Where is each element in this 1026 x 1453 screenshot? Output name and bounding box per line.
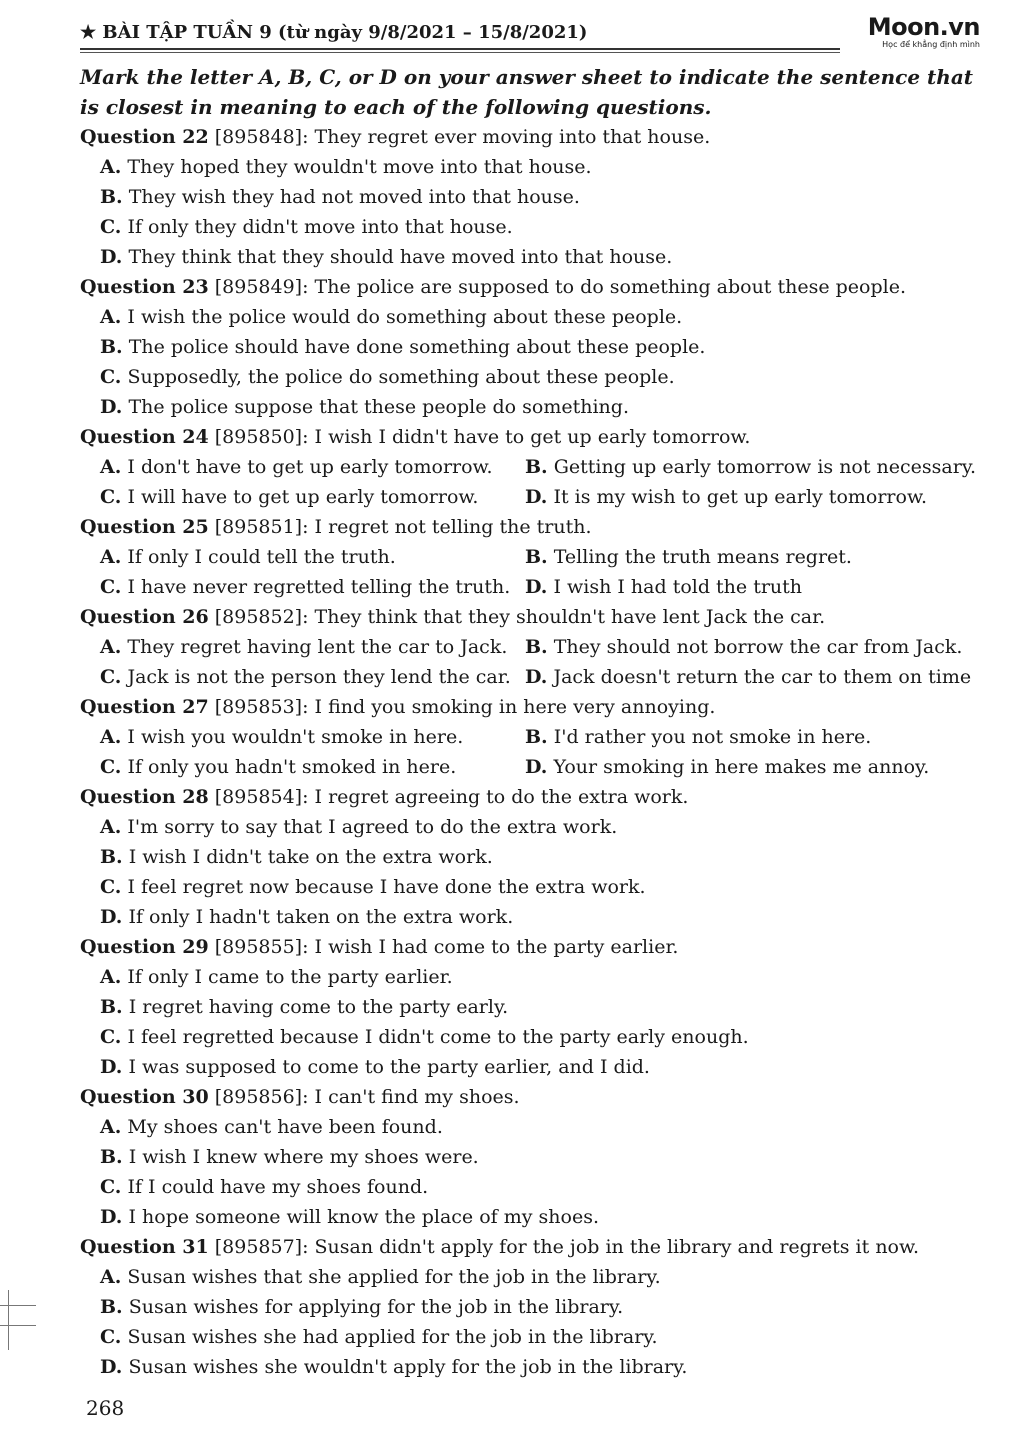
answer-option-c <box>80 1022 995 1052</box>
option-letter: A. <box>100 816 122 838</box>
answer-option-d <box>505 572 802 602</box>
answer-option-a <box>80 722 505 752</box>
option-text: Susan wishes for applying for the job in the library. <box>128 1296 624 1318</box>
option-text: I feel regret now because I have done the extra work. <box>127 876 646 898</box>
answer-option-c <box>80 872 995 902</box>
option-letter: A. <box>100 1116 122 1138</box>
question-stem <box>80 422 995 452</box>
answer-option-a <box>80 1262 995 1292</box>
answer-option-d <box>80 242 995 272</box>
option-letter: A. <box>100 726 122 748</box>
option-text: The police should have done something about these people. <box>128 336 706 358</box>
option-letter: C. <box>100 876 122 898</box>
option-text: I was supposed to come to the party earlier, and I did. <box>128 1056 650 1078</box>
option-text: Supposedly, the police do something about these people. <box>127 366 675 388</box>
question-stem <box>80 1082 995 1112</box>
option-letter: C. <box>100 756 122 778</box>
question-label: Question 23 <box>80 276 209 298</box>
option-text: My shoes can't have been found. <box>127 1116 443 1138</box>
option-row <box>80 722 995 752</box>
option-letter: A. <box>100 306 122 328</box>
question-code: [895848] <box>208 126 303 148</box>
option-letter: B. <box>100 846 123 868</box>
answer-option-a <box>80 812 995 842</box>
option-row <box>80 542 995 572</box>
option-text: I'm sorry to say that I agreed to do the extra work. <box>127 816 618 838</box>
option-text: I wish I knew where my shoes were. <box>128 1146 479 1168</box>
question-stem <box>80 932 995 962</box>
option-text: They regret having lent the car to Jack. <box>127 636 508 658</box>
answer-option-a <box>80 1112 995 1142</box>
option-letter: C. <box>100 216 122 238</box>
question-stem <box>80 512 995 542</box>
brand-tagline: Học để khẳng định mình <box>882 40 980 49</box>
question-text: : The police are supposed to do something about these people. <box>302 276 907 298</box>
answer-option-b <box>80 1142 995 1172</box>
question-stem <box>80 1232 995 1262</box>
option-letter: D. <box>100 246 123 268</box>
answer-option-b <box>505 452 976 482</box>
question-code: [895855] <box>208 936 303 958</box>
answer-option-b <box>80 332 995 362</box>
option-text: The police suppose that these people do something. <box>128 396 629 418</box>
option-letter: A. <box>100 546 122 568</box>
option-text: If only they didn't move into that house. <box>127 216 513 238</box>
option-text: They hoped they wouldn't move into that house. <box>127 156 592 178</box>
option-row <box>80 752 995 782</box>
option-letter: D. <box>525 756 548 778</box>
question-code: [895849] <box>208 276 303 298</box>
option-row <box>80 482 995 512</box>
option-letter: B. <box>525 456 548 478</box>
option-text: Jack is not the person they lend the car. <box>127 666 511 688</box>
option-text: They should not borrow the car from Jack. <box>553 636 963 658</box>
question-text: : They think that they shouldn't have lent Jack the car. <box>302 606 826 628</box>
answer-option-d <box>80 392 995 422</box>
question-code: [895852] <box>208 606 303 628</box>
option-letter: C. <box>100 366 122 388</box>
option-text: Jack doesn't return the car to them on time <box>553 666 972 688</box>
option-letter: B. <box>100 996 123 1018</box>
answer-option-a <box>80 302 995 332</box>
option-text: Telling the truth means regret. <box>553 546 852 568</box>
option-text: If only I hadn't taken on the extra work. <box>128 906 514 928</box>
option-letter: D. <box>100 906 123 928</box>
question-label: Question 30 <box>80 1086 209 1108</box>
question-text: : I wish I had come to the party earlier. <box>302 936 679 958</box>
option-letter: A. <box>100 966 122 988</box>
answer-option-d <box>505 482 927 512</box>
option-text: Susan wishes that she applied for the job in the library. <box>127 1266 661 1288</box>
option-text: I feel regretted because I didn't come to the party early enough. <box>127 1026 749 1048</box>
answer-option-d <box>505 662 971 692</box>
question-code: [895856] <box>208 1086 303 1108</box>
question-code: [895853] <box>208 696 303 718</box>
option-letter: D. <box>100 396 123 418</box>
question-stem <box>80 782 995 812</box>
option-row <box>80 452 995 482</box>
option-letter: C. <box>100 486 122 508</box>
margin-mark <box>0 1305 36 1306</box>
answer-option-c <box>80 1322 995 1352</box>
question-text: : I wish I didn't have to get up early tomorrow. <box>302 426 751 448</box>
option-text: I wish the police would do something about these people. <box>127 306 683 328</box>
option-letter: D. <box>525 576 548 598</box>
answer-option-c <box>80 572 511 602</box>
answer-option-c <box>80 662 511 692</box>
question-text: : I regret agreeing to do the extra work. <box>302 786 689 808</box>
answer-option-d <box>80 1352 995 1382</box>
option-letter: C. <box>100 1026 122 1048</box>
option-letter: B. <box>525 636 548 658</box>
option-text: Your smoking in here makes me annoy. <box>553 756 930 778</box>
answer-option-d <box>505 752 929 782</box>
answer-option-b <box>80 182 995 212</box>
option-letter: B. <box>525 546 548 568</box>
question-stem <box>80 272 995 302</box>
answer-option-d <box>80 902 995 932</box>
answer-option-b <box>80 992 995 1022</box>
option-text: I'd rather you not smoke in here. <box>553 726 872 748</box>
option-letter: A. <box>100 1266 122 1288</box>
option-text: If only I could tell the truth. <box>127 546 396 568</box>
option-text: I don't have to get up early tomorrow. <box>127 456 493 478</box>
answer-option-d <box>80 1052 995 1082</box>
answer-option-a <box>80 542 505 572</box>
question-code: [895857] <box>208 1236 303 1258</box>
answer-option-c <box>80 752 505 782</box>
page-header <box>80 14 980 50</box>
option-letter: B. <box>525 726 548 748</box>
option-letter: B. <box>100 1146 123 1168</box>
option-text: I will have to get up early tomorrow. <box>127 486 479 508</box>
header-rule-thin <box>80 52 840 53</box>
question-label: Question 27 <box>80 696 209 718</box>
option-text: It is my wish to get up early tomorrow. <box>553 486 927 508</box>
option-letter: C. <box>100 1326 122 1348</box>
option-letter: B. <box>100 186 123 208</box>
brand-logo <box>868 14 980 50</box>
option-row <box>80 662 995 692</box>
option-text: If I could have my shoes found. <box>127 1176 429 1198</box>
answer-option-c <box>80 362 995 392</box>
margin-mark <box>0 1325 36 1326</box>
question-text: : They regret ever moving into that house. <box>302 126 711 148</box>
option-row <box>80 572 995 602</box>
answer-option-a <box>80 632 508 662</box>
question-label: Question 29 <box>80 936 209 958</box>
answer-option-c <box>80 482 505 512</box>
question-text: : Susan didn't apply for the job in the library and regrets it now. <box>302 1236 920 1258</box>
option-text: I wish you wouldn't smoke in here. <box>127 726 464 748</box>
question-label: Question 28 <box>80 786 209 808</box>
question-list <box>80 122 995 1382</box>
option-text: I wish I didn't take on the extra work. <box>128 846 493 868</box>
exercise-content <box>80 62 995 1382</box>
question-label: Question 22 <box>80 126 209 148</box>
question-text: : I find you smoking in here very annoying. <box>302 696 716 718</box>
question-stem <box>80 602 995 632</box>
option-letter: D. <box>100 1356 123 1378</box>
option-letter: B. <box>100 1296 123 1318</box>
option-letter: D. <box>100 1206 123 1228</box>
page-number: 268 <box>86 1396 125 1420</box>
option-letter: C. <box>100 666 122 688</box>
option-letter: D. <box>525 486 548 508</box>
header-rule <box>80 48 840 50</box>
option-letter: C. <box>100 576 122 598</box>
question-text: : I regret not telling the truth. <box>302 516 592 538</box>
answer-option-a <box>80 962 995 992</box>
option-text: I wish I had told the truth <box>553 576 803 598</box>
question-stem <box>80 122 995 152</box>
question-stem <box>80 692 995 722</box>
answer-option-a <box>80 152 995 182</box>
answer-option-c <box>80 212 995 242</box>
option-letter: D. <box>100 1056 123 1078</box>
answer-option-b <box>505 542 852 572</box>
answer-option-b <box>505 632 962 662</box>
option-row <box>80 632 995 662</box>
option-text: Susan wishes she wouldn't apply for the job in the library. <box>128 1356 688 1378</box>
brand-name: Moon.vn <box>867 13 980 41</box>
option-text: I regret having come to the party early. <box>128 996 509 1018</box>
option-text: Getting up early tomorrow is not necessary. <box>553 456 977 478</box>
option-text: Susan wishes she had applied for the job in the library. <box>127 1326 658 1348</box>
question-code: [895850] <box>208 426 303 448</box>
option-text: I hope someone will know the place of my shoes. <box>128 1206 599 1228</box>
question-code: [895854] <box>208 786 303 808</box>
option-text: If only you hadn't smoked in here. <box>127 756 457 778</box>
option-letter: A. <box>100 156 122 178</box>
question-label: Question 24 <box>80 426 209 448</box>
header-title: ★ BÀI TẬP TUẦN 9 (từ ngày 9/8/2021 – 15/8/2021) <box>80 22 588 43</box>
answer-option-b <box>80 1292 995 1322</box>
instruction-text: Mark the letter A, B, C, or D on your answer sheet to indicate the sentence that is closest in meaning to each of the following questions. <box>80 65 974 119</box>
margin-mark <box>8 1290 9 1350</box>
answer-option-a <box>80 452 505 482</box>
question-code: [895851] <box>208 516 303 538</box>
question-text: : I can't find my shoes. <box>302 1086 520 1108</box>
question-label: Question 26 <box>80 606 209 628</box>
option-text: They wish they had not moved into that house. <box>128 186 580 208</box>
option-text: If only I came to the party earlier. <box>127 966 453 988</box>
option-letter: B. <box>100 336 123 358</box>
option-letter: D. <box>525 666 548 688</box>
option-letter: C. <box>100 1176 122 1198</box>
option-text: I have never regretted telling the truth. <box>127 576 511 598</box>
option-text: They think that they should have moved into that house. <box>128 246 673 268</box>
option-letter: A. <box>100 456 122 478</box>
answer-option-b <box>80 842 995 872</box>
answer-option-d <box>80 1202 995 1232</box>
option-letter: A. <box>100 636 122 658</box>
question-label: Question 25 <box>80 516 209 538</box>
question-label: Question 31 <box>80 1236 209 1258</box>
answer-option-c <box>80 1172 995 1202</box>
answer-option-b <box>505 722 871 752</box>
